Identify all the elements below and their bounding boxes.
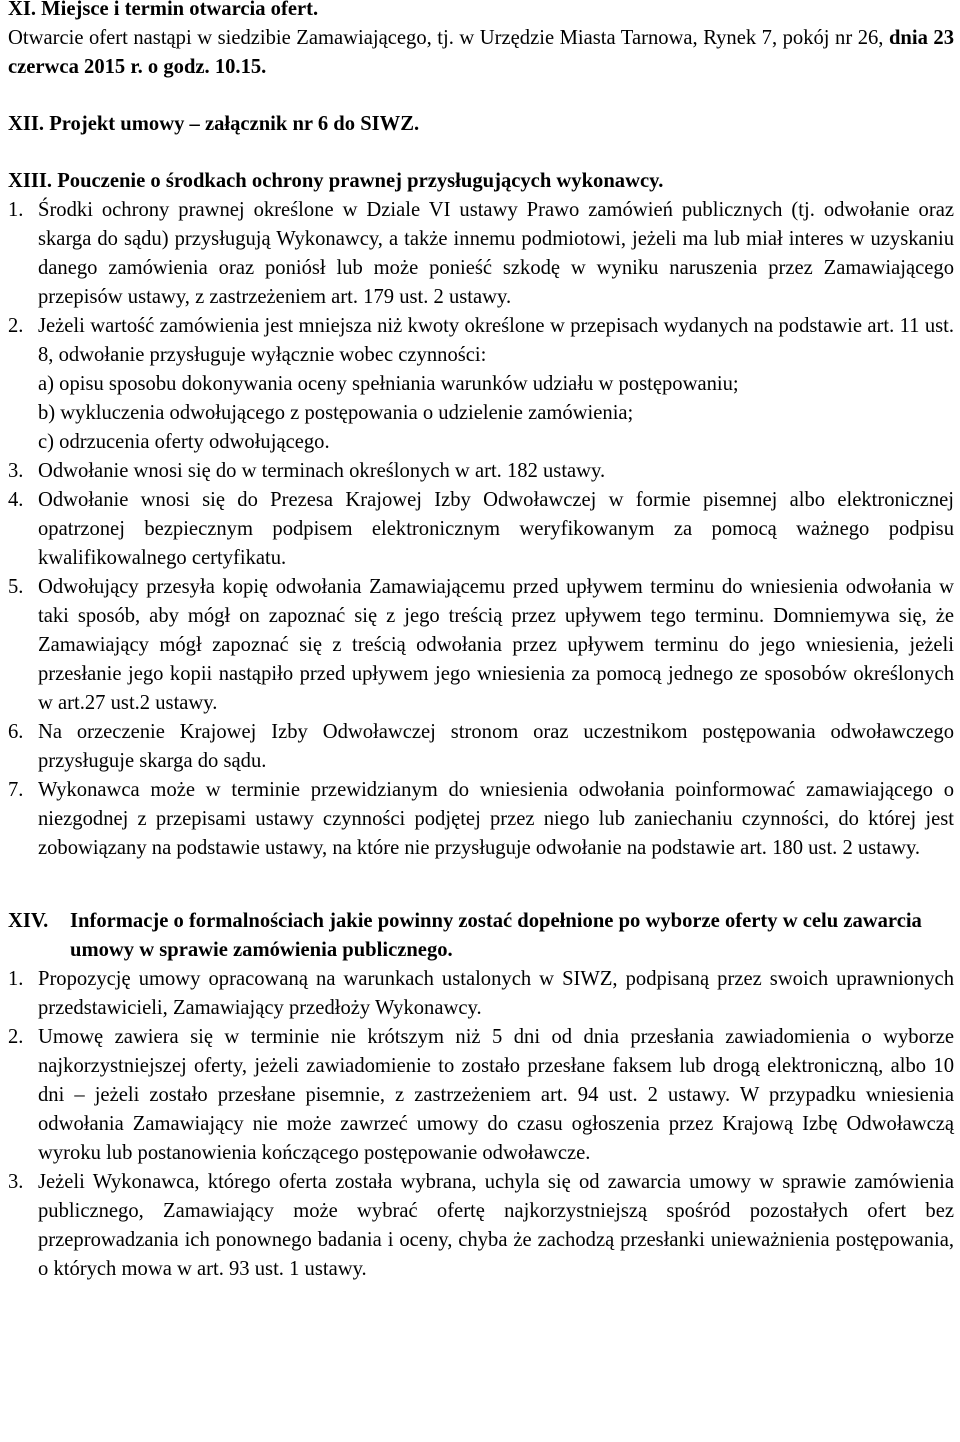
section-13-subitem-b: b) wykluczenia odwołującego z postępowania o udzielenie zamówienia; xyxy=(38,402,634,424)
item-number: 6. xyxy=(8,721,24,743)
section-14-item-3 xyxy=(8,1168,954,1284)
section-11-text-a: Otwarcie ofert nastąpi w siedzibie Zamawiającego, tj. w Urzędzie Miasta Tarnowa, Rynek 7, pokój nr 26, xyxy=(8,27,889,49)
item-text: Odwołujący przesyła kopię odwołania Zamawiającemu przed upływem terminu do wniesienia odwołania w taki sposób, aby mógł on zapoznać się z jego treścią przez upływem tego terminu. Domniemywa się, że Zamawiający mógł zapoznać się z treścią odwołania przez upływem terminu do jego wniesienia, jeżeli przesłanie jego kopii nastąpiło przed upływem jego wniesienia za pomocą jednego ze sposobów określonych w art.27 ust.2 ustawy. xyxy=(38,576,954,714)
section-13-item-2 xyxy=(8,312,954,370)
section-14-title xyxy=(8,907,954,965)
item-text: Umowę zawiera się w terminie nie krótszym niż 5 dni od dnia przesłania zawiadomienia o wyborze najkorzystniejszej oferty, jeżeli zawiadomienie to zostało przesłane faksem lub drogą elektroniczną, albo 10 dni – jeżeli zostało przesłane pisemnie, z zastrzeżeniem art. 94 ust. 2 ustawy. W przypadku wniesienia odwołania Zamawiający nie może zawrzeć umowy do czasu ogłoszenia przez Krajową Izbę Odwoławczą wyroku lub postanowienia kończącego postępowanie odwoławcze. xyxy=(38,1026,954,1164)
section-14-title-text: Informacje o formalnościach jakie powinny zostać dopełnione po wyborze oferty w celu zawarcia umowy w sprawie zamówienia publicznego. xyxy=(70,910,922,961)
section-11-date: dnia 23 czerwca 2015 r. o godz. 10.15. xyxy=(8,27,954,78)
item-text: Na orzeczenie Krajowej Izby Odwoławczej stronom oraz uczestnikom postępowania odwoławczego przysługuje skarga do sądu. xyxy=(38,721,954,772)
section-12-title: XII. Projekt umowy – załącznik nr 6 do SIWZ. xyxy=(8,113,420,135)
item-text: Propozycję umowy opracowaną na warunkach ustalonych w SIWZ, podpisaną przez swoich uprawnionych przedstawicieli, Zamawiający przedłoży Wykonawcy. xyxy=(38,968,954,1019)
section-13-item-5 xyxy=(8,573,954,718)
item-number: 3. xyxy=(8,1171,24,1193)
section-14-number: XIV. xyxy=(8,910,49,932)
item-text: Środki ochrony prawnej określone w Dziale VI ustawy Prawo zamówień publicznych (tj. odwołanie oraz skarga do sądu) przysługują Wykonawcy, a także innemu podmiotowi, jeżeli ma lub miał interes w uzyskaniu danego zamówienia oraz poniósł lub może ponieść szkodę w wyniku naruszenia przez Zamawiającego przepisów ustawy, z zastrzeżeniem art. 179 ust. 2 ustawy. xyxy=(38,199,954,308)
section-13-subitem-c: c) odrzucenia oferty odwołującego. xyxy=(38,431,330,453)
section-11-title: XI. Miejsce i termin otwarcia ofert. xyxy=(8,0,319,20)
item-number: 2. xyxy=(8,1026,24,1048)
section-11-text xyxy=(8,24,954,82)
item-text: Jeżeli wartość zamówienia jest mniejsza niż kwoty określone w przepisach wydanych na podstawie art. 11 ust. 8, odwołanie przysługuje wyłącznie wobec czynności: xyxy=(38,315,954,366)
item-text: Jeżeli Wykonawca, którego oferta została wybrana, uchyla się od zawarcia umowy w sprawie zamówienia publicznego, Zamawiający może wybrać ofertę najkorzystniejszą spośród pozostałych ofert bez przeprowadzania ich ponownego badania i oceny, chyba że zachodzą przesłanki unieważnienia postępowania, o których mowa w art. 93 ust. 1 ustawy. xyxy=(38,1171,954,1280)
item-text: Wykonawca może w terminie przewidzianym do wniesienia odwołania poinformować zamawiającego o niezgodnej z przepisami ustawy czynności podjętej przez niego lub zaniechaniu czynności, do której jest zobowiązany na podstawie ustawy, na które nie przysługuje odwołanie na podstawie art. 180 ust. 2 ustawy. xyxy=(38,779,954,859)
item-number: 5. xyxy=(8,576,24,598)
section-14-item-1 xyxy=(8,965,954,1023)
item-number: 1. xyxy=(8,968,24,990)
section-13-item-3 xyxy=(8,457,954,486)
section-13-subitem-a: a) opisu sposobu dokonywania oceny spełniania warunków udziału w postępowaniu; xyxy=(38,373,739,395)
item-text: Odwołanie wnosi się do w terminach określonych w art. 182 ustawy. xyxy=(38,460,606,482)
item-number: 4. xyxy=(8,489,24,511)
section-13-item-4 xyxy=(8,486,954,573)
item-text: Odwołanie wnosi się do Prezesa Krajowej Izby Odwoławczej w formie pisemnej albo elektronicznej opatrzonej bezpiecznym podpisem elektronicznym weryfikowanym za pomocą ważnego podpisu kwalifikowalnego certyfikatu. xyxy=(38,489,954,569)
spacer xyxy=(8,863,954,907)
spacer xyxy=(8,82,954,110)
document-page xyxy=(8,0,954,1284)
item-number: 2. xyxy=(8,315,24,337)
spacer xyxy=(8,139,954,167)
item-number: 7. xyxy=(8,779,24,801)
section-13-item-7 xyxy=(8,776,954,863)
section-13-item-6 xyxy=(8,718,954,776)
item-number: 1. xyxy=(8,199,24,221)
item-number: 3. xyxy=(8,460,24,482)
section-14-item-2 xyxy=(8,1023,954,1168)
section-13-title: XIII. Pouczenie o środkach ochrony prawnej przysługujących wykonawcy. xyxy=(8,170,664,192)
section-13-item-1 xyxy=(8,196,954,312)
